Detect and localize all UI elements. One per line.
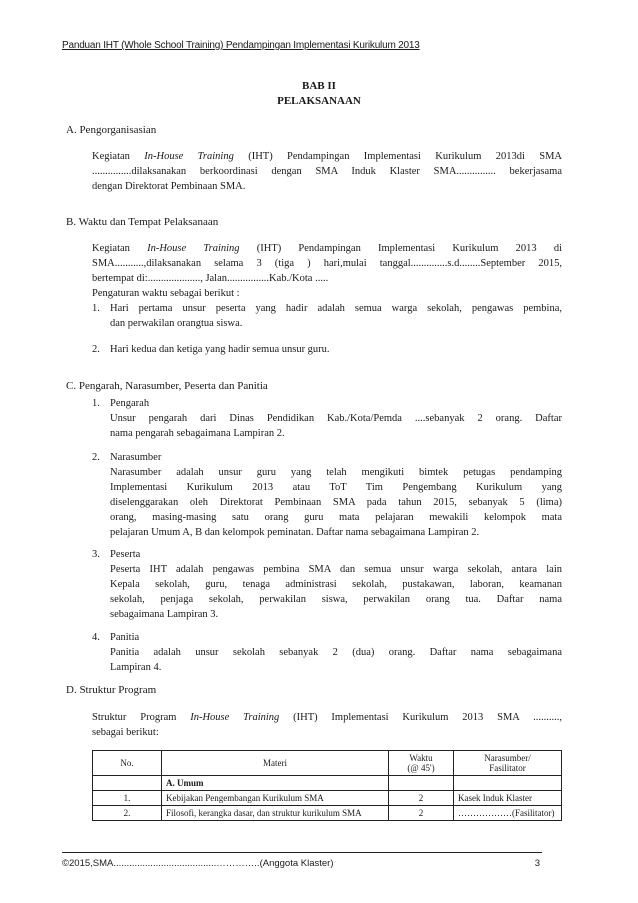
section-a-heading: A. Pengorganisasian [66, 124, 157, 136]
footer-divider [62, 852, 542, 853]
list-number: 1. [92, 303, 100, 314]
table-row: 2. Filosofi, kerangka dasar, dan struktur kurikulum SMA 2 ………………(Fasilitator) [93, 806, 562, 821]
list-item: Hari pertama unsur peserta yang hadir adalah semua warga sekolah, pengawas pembina, dan perwakilan orangtua siswa. [110, 303, 562, 329]
list-item-narasumber: Narasumber Narasumber adalah unsur guru yang telah mengikuti bimtek petugas pendamping Implementasi Kurikulum 2013 atau ToT Tim Pengembang Kurikulum yang diselenggarakan oleh Direktorat Pembinaan SMA pada tahun 2015, sebanyak 5 (lima) orang, masing-masing satu orang guru mata pelajaran mewakili kelompok mata pelajaran Umum A, B dan kelompok peminatan. Daftar nama sebagaimana Lampiran 2. [110, 452, 562, 538]
table-header-row [93, 751, 562, 776]
section-b-heading: B. Waktu dan Tempat Pelaksanaan [66, 216, 219, 228]
list-number: 1. [92, 398, 100, 409]
col-header-no: No. [93, 751, 162, 776]
section-d-paragraph: Struktur Program In-House Training (IHT) Implementasi Kurikulum 2013 SMA .........., sebagai berikut: [92, 712, 562, 738]
program-structure-table [92, 750, 562, 821]
page-header: Panduan IHT (Whole School Training) Pendampingan Implementasi Kurikulum 2013 [62, 40, 420, 51]
list-number: 2. [92, 452, 100, 463]
page-footer [62, 858, 540, 869]
chapter-number: BAB II [302, 80, 336, 92]
footer-text: ©2015,SMA.......................................…………..(Anggota Klaster) [62, 858, 334, 869]
col-header-narasumber: Narasumber/ Fasilitator [454, 751, 562, 776]
col-header-materi: Materi [162, 751, 389, 776]
list-item-peserta: Peserta Peserta IHT adalah pengawas pembina SMA dan semua unsur warga sekolah, antara lain Kepala sekolah, guru, tenaga administrasi sekolah, pustakawan, laboran, keamanan sekolah, penjaga sekolah, perwakilan siswa, perwakilan orang tua. Daftar nama sebagaimana Lampiran 3. [110, 549, 562, 620]
section-b-paragraph: Kegiatan In-House Training (IHT) Pendampingan Implementasi Kurikulum 2013 di SMA...........,dilaksanakan selama 3 (tiga ) hari,mulai tanggal..............s.d........September 2015, bertempat di:...................., Jalan................Kab./Kota ..... Pengaturan waktu sebagai berikut : [92, 243, 562, 299]
section-d-heading: D. Struktur Program [66, 684, 157, 696]
list-item-panitia: Panitia Panitia adalah unsur sekolah sebanyak 2 (dua) orang. Daftar nama sebagaimana Lampiran 4. [110, 632, 562, 673]
page-number: 3 [534, 858, 540, 869]
chapter-title: PELAKSANAAN [277, 95, 361, 107]
list-number: 3. [92, 549, 100, 560]
group-label: A. Umum [162, 776, 389, 791]
col-header-waktu: Waktu (@ 45') [389, 751, 454, 776]
list-number: 4. [92, 632, 100, 643]
section-c-heading: C. Pengarah, Narasumber, Peserta dan Panitia [66, 380, 268, 392]
list-item-pengarah: Pengarah Unsur pengarah dari Dinas Pendidikan Kab./Kota/Pemda ....sebanyak 2 orang. Daftar nama pengarah sebagaimana Lampiran 2. [110, 398, 562, 439]
list-item: Hari kedua dan ketiga yang hadir semua unsur guru. [110, 344, 330, 355]
list-number: 2. [92, 344, 100, 355]
section-a-paragraph: Kegiatan In-House Training (IHT) Pendampingan Implementasi Kurikulum 2013di SMA ...............dilaksanakan berkoordinasi dengan SMA Induk Klaster SMA............... bekerjasama dengan Direktorat Pembinaan SMA. [92, 151, 562, 192]
table-row: 1. Kebijakan Pengembangan Kurikulum SMA 2 Kasek Induk Klaster [93, 791, 562, 806]
table-group-row [93, 776, 562, 791]
